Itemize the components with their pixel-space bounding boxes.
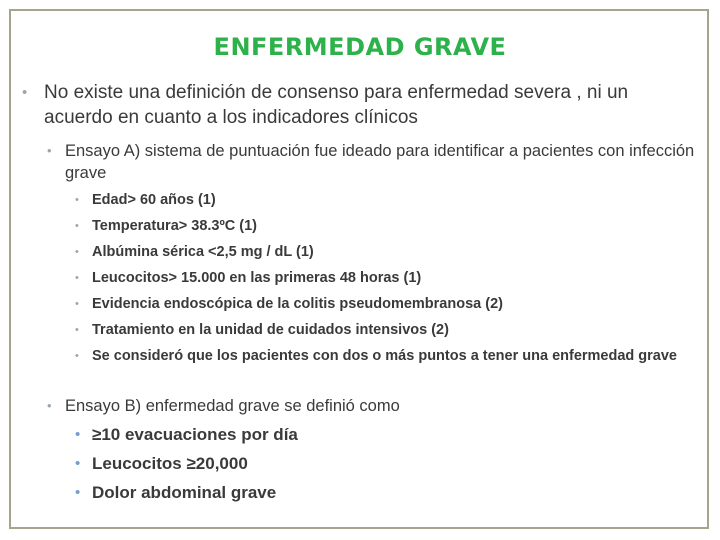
list-item-text: Evidencia endoscópica de la colitis pseudomembranosa (2) — [92, 296, 503, 312]
list-item-text: Edad> 60 años (1) — [92, 192, 216, 208]
list-item-text: ≥10 evacuaciones por día — [92, 425, 298, 444]
bullet-icon: • — [22, 84, 28, 101]
main-point-text: No existe una definición de consenso para enfermedad severa , ni un acuerdo en cuanto a los indicadores clínicos — [44, 82, 629, 128]
bullet-icon: • — [75, 272, 79, 284]
trial-a-heading — [47, 140, 697, 184]
list-item — [75, 190, 685, 211]
list-item — [75, 481, 675, 505]
list-item-text: Se consideró que los pacientes con dos o más puntos a tener una enfermedad grave — [92, 348, 677, 364]
bullet-icon: • — [75, 484, 81, 501]
bullet-icon: • — [75, 426, 81, 443]
list-item-text: Tratamiento en la unidad de cuidados intensivos (2) — [92, 322, 449, 338]
list-item — [75, 216, 685, 237]
list-item — [75, 423, 675, 447]
bullet-icon: • — [75, 220, 79, 232]
trial-b-heading-text: Ensayo B) enfermedad grave se definió como — [65, 397, 400, 415]
bullet-icon: • — [75, 350, 79, 362]
bullet-icon: • — [75, 324, 79, 336]
bullet-icon: • — [75, 246, 79, 258]
bullet-icon: • — [47, 398, 52, 413]
bullet-icon: • — [75, 298, 79, 310]
list-item — [75, 294, 685, 315]
trial-a-heading-text: Ensayo A) sistema de puntuación fue ideado para identificar a pacientes con infección grave — [65, 142, 695, 182]
list-item — [75, 268, 685, 289]
list-item — [75, 242, 685, 263]
list-item — [75, 452, 675, 476]
trial-b-heading — [47, 395, 697, 417]
bullet-icon: • — [47, 143, 52, 158]
list-item-text: Leucocitos> 15.000 en las primeras 48 horas (1) — [92, 270, 422, 286]
list-item-text: Dolor abdominal grave — [92, 483, 277, 502]
list-item — [75, 320, 685, 341]
list-item-text: Albúmina sérica <2,5 mg / dL (1) — [92, 244, 314, 260]
list-item-text: Temperatura> 38.3ºC (1) — [92, 218, 257, 234]
main-point — [22, 80, 702, 130]
slide-title: ENFERMEDAD GRAVE — [213, 33, 507, 61]
list-item — [75, 346, 685, 367]
list-item-text: Leucocitos ≥20,000 — [92, 454, 248, 473]
bullet-icon: • — [75, 194, 79, 206]
bullet-icon: • — [75, 455, 81, 472]
